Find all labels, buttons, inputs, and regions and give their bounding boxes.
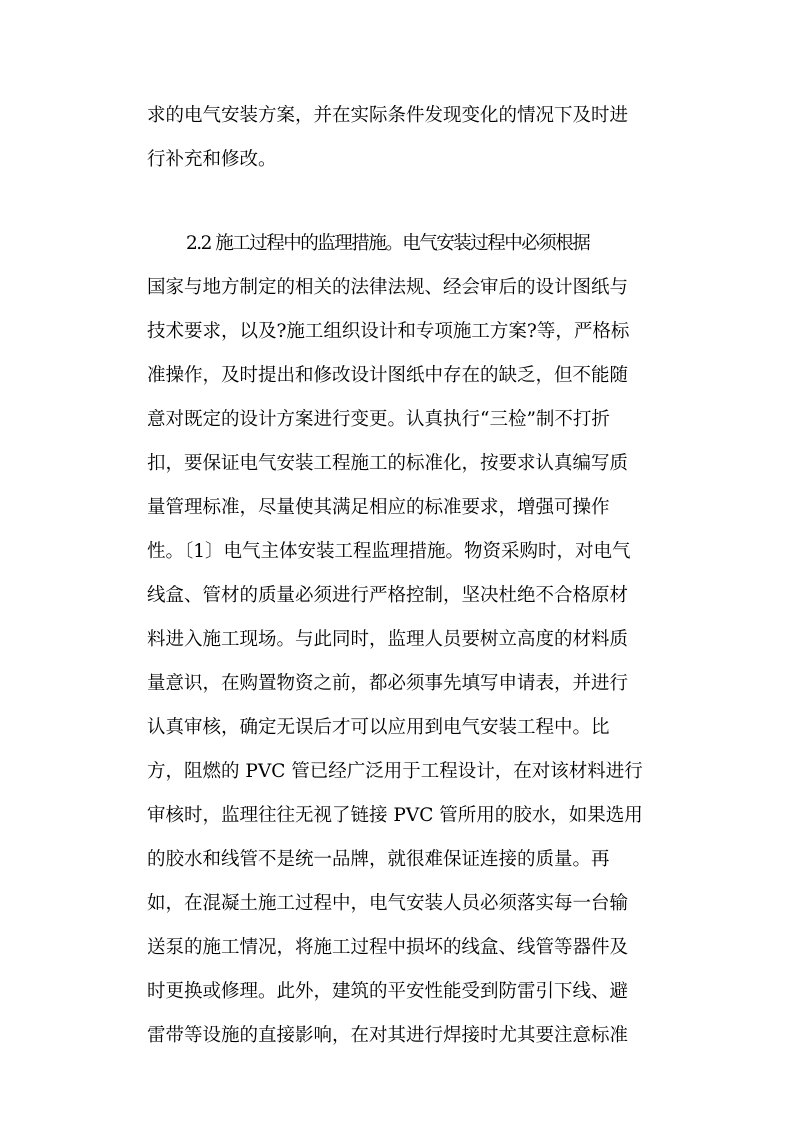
text-line: 料进入施工现场。与此同时，监理人员要树立高度的材料质 — [147, 629, 629, 650]
text-line: 认真审核，确定无误后才可以应用到电气安装工程中。比 — [147, 717, 610, 738]
section-heading-line: 2.2 施工过程中的监理措施。电气安装过程中必须根据 — [186, 233, 590, 254]
text-line: 审核时，监理往往无视了链接 PVC 管所用的胶水，如果选用 — [147, 805, 643, 826]
text-line: 线盒、管材的质量必须进行严格控制，坚决杜绝不合格原材 — [147, 585, 629, 606]
text-line: 量意识，在购置物资之前，都必须事先填写申请表，并进行 — [147, 673, 629, 694]
text-line: 送泵的施工情况，将施工过程中损坏的线盒、线管等器件及 — [147, 937, 629, 958]
text-line: 国家与地方制定的相关的法律法规、经会审后的设计图纸与 — [147, 277, 629, 298]
text-line: 技术要求，以及?施工组织设计和专项施工方案?等，严格标 — [147, 321, 630, 342]
text-line: 性。〔1〕电气主体安装工程监理措施。物资采购时，对电气 — [147, 541, 631, 562]
text-line: 时更换或修理。此外，建筑的平安性能受到防雷引下线、避 — [147, 981, 629, 1002]
text-line: 意对既定的设计方案进行变更。认真执行“三检”制不打折 — [147, 409, 610, 430]
text-line: 方，阻燃的 PVC 管已经广泛用于工程设计，在对该材料进行 — [147, 761, 643, 782]
text-line: 如，在混凝土施工过程中，电气安装人员必须落实每一台输 — [147, 893, 629, 914]
text-line: 的胶水和线管不是统一品牌，就很难保证连接的质量。再 — [147, 849, 610, 870]
text-line: 行补充和修改。 — [147, 149, 277, 170]
text-line: 量管理标准，尽量使其满足相应的标准要求，增强可操作 — [147, 497, 610, 518]
text-line: 准操作，及时提出和修改设计图纸中存在的缺乏，但不能随 — [147, 365, 629, 386]
text-line: 扣，要保证电气安装工程施工的标准化，按要求认真编写质 — [147, 453, 629, 474]
text-line: 雷带等设施的直接影响，在对其进行焊接时尤其要注意标准 — [147, 1025, 629, 1046]
text-line: 求的电气安装方案，并在实际条件发现变化的情况下及时进 — [147, 105, 629, 126]
